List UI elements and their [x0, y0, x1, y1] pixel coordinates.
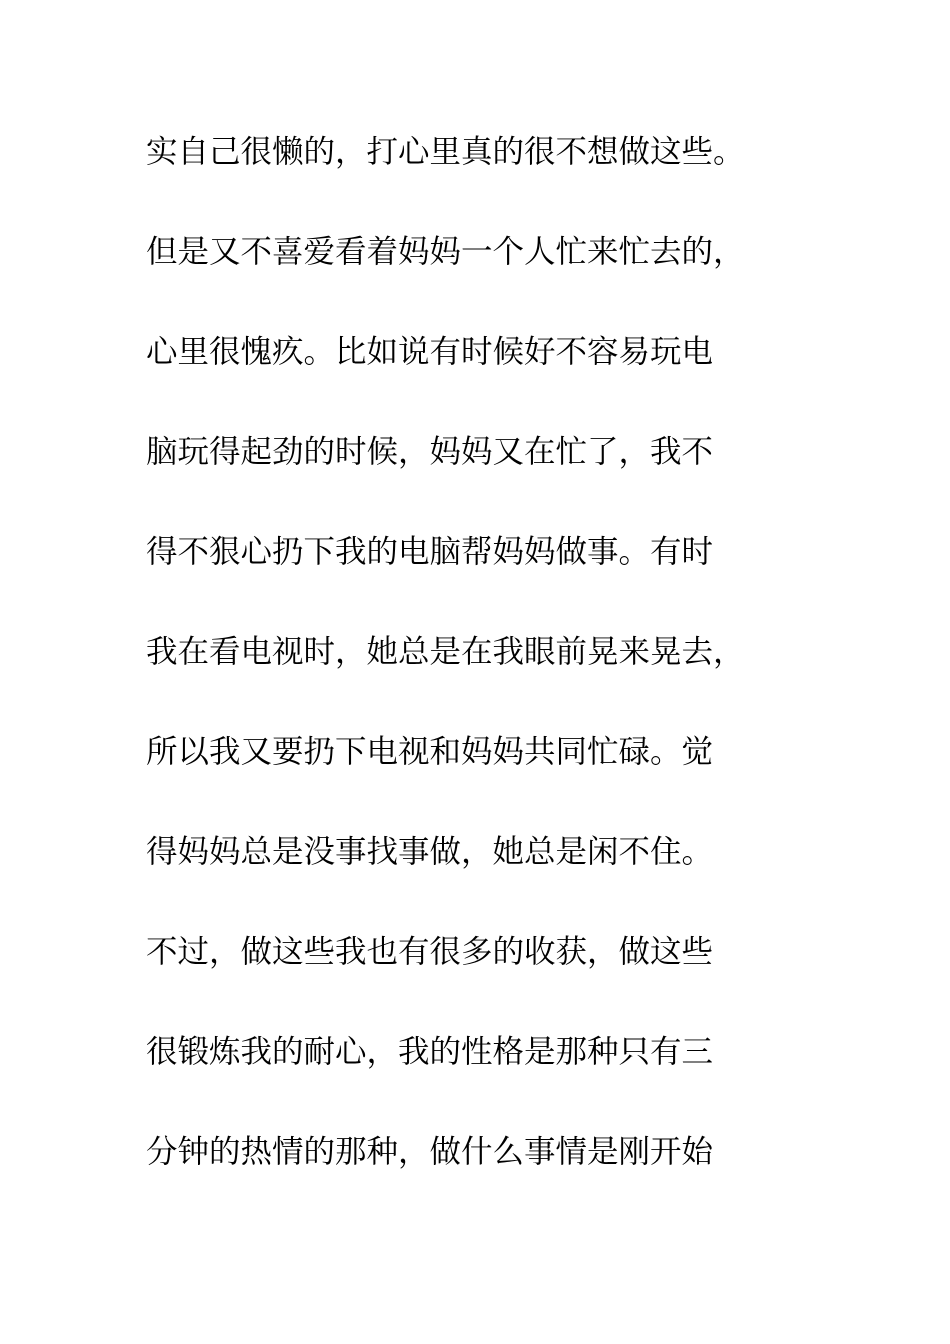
text-line: 但是又不喜爱看着妈妈一个人忙来忙去的，: [146, 234, 745, 270]
text-line: 很锻炼我的耐心，我的性格是那种只有三: [146, 1034, 714, 1070]
body-text: [146, 124, 806, 1224]
text-line: 实自己很懒的，打心里真的很不想做这些。: [146, 134, 745, 170]
text-line: 心里很愧疚。比如说有时候好不容易玩电: [146, 334, 714, 370]
text-line: 我在看电视时，她总是在我眼前晃来晃去，: [146, 634, 745, 670]
text-line: 不过，做这些我也有很多的收获，做这些: [146, 934, 714, 970]
text-line: 所以我又要扔下电视和妈妈共同忙碌。觉: [146, 734, 714, 770]
text-line: 分钟的热情的那种，做什么事情是刚开始: [146, 1134, 714, 1170]
text-line: 脑玩得起劲的时候，妈妈又在忙了，我不: [146, 434, 714, 470]
text-line: 得妈妈总是没事找事做，她总是闲不住。: [146, 834, 714, 870]
text-line: 得不狠心扔下我的电脑帮妈妈做事。有时: [146, 534, 714, 570]
